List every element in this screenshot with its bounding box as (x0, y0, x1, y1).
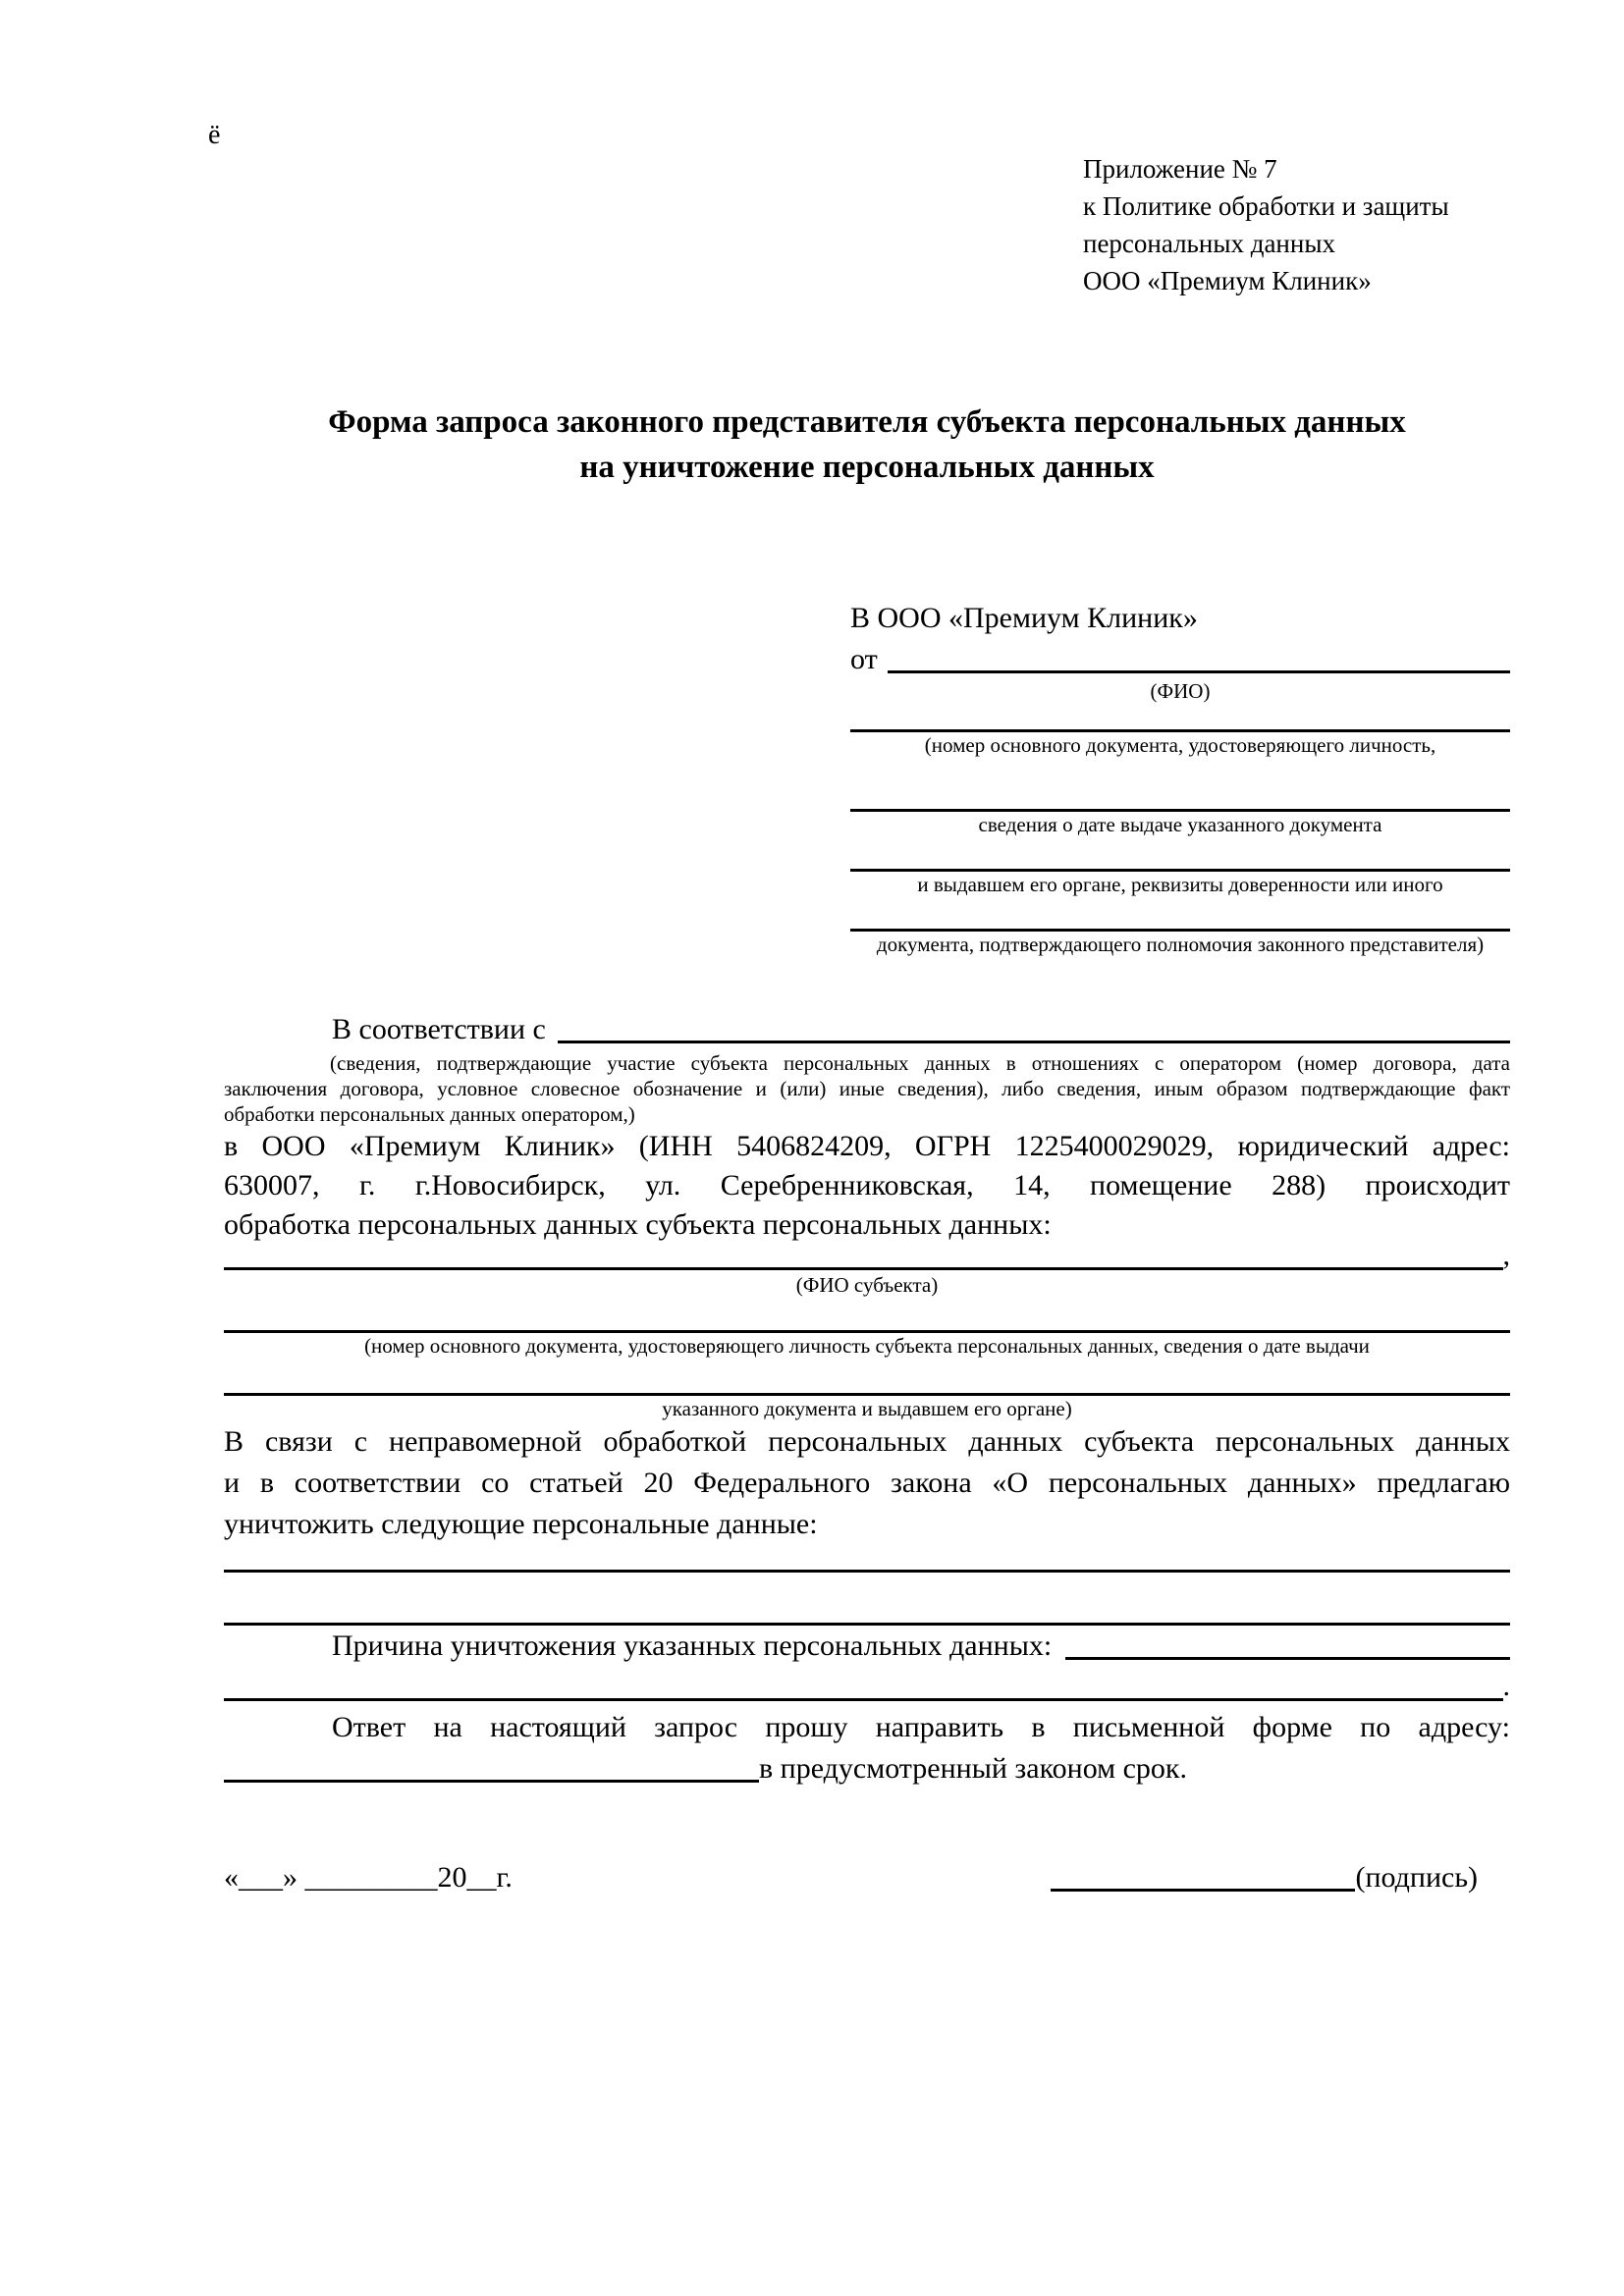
subject-fio-caption: (ФИО субъекта) (795, 1273, 939, 1297)
signature-caption: (подпись) (1355, 1861, 1478, 1894)
doc-authority-blank-line (850, 897, 1510, 932)
date-signature-row (224, 1857, 1510, 1898)
paragraph-line: и в соответствии со статьей 20 Федерального закона «О персональных данных» предлагаю (224, 1467, 1510, 1499)
doc-caption: (номер основного документа, удостоверяющего личность, (924, 733, 1436, 757)
data-list-blank-line (224, 1545, 1510, 1573)
addressee-org: В ООО «Премиум Клиник» (850, 602, 1198, 634)
appendix-line: к Политике обработки и защиты (1083, 191, 1449, 221)
addressee-block (850, 598, 1510, 957)
doc-caption: документа, подтверждающего полномочия законного представителя) (876, 933, 1485, 956)
subject-doc-caption: указанного документа и выдавшем его органе) (662, 1397, 1072, 1420)
from-row (850, 639, 1510, 680)
from-label: от (850, 643, 878, 675)
reply-address-row (224, 1748, 1510, 1789)
doc-number-blank-line (850, 704, 1510, 732)
data-list-blank-line (224, 1573, 1510, 1626)
paragraph-line: в ООО «Премиум Клиник» (ИНН 5406824209, ОГРН 1225400029029, юридический адрес: (224, 1130, 1510, 1162)
stray-corner-char: ё (208, 120, 221, 150)
reason-continuation-row (224, 1669, 1510, 1701)
request-paragraph (224, 1421, 1510, 1545)
reason-blank-line (1065, 1657, 1510, 1660)
paragraph-line: 630007, г. г.Новосибирск, ул. Серебренниковская, 14, помещение 288) происходит (224, 1169, 1510, 1201)
reason-blank-line-2 (224, 1666, 1503, 1701)
page-content (224, 0, 1510, 1898)
appendix-line: персональных данных (1083, 229, 1335, 258)
reason-row (332, 1626, 1510, 1667)
signature-group (1051, 1857, 1478, 1898)
paragraph-line: уничтожить следующие персональные данные: (224, 1508, 818, 1540)
caption-line: обработки персональных данных оператором,) (224, 1102, 635, 1126)
doc-date-blank-line (850, 758, 1510, 812)
according-label: В соответствии с (332, 1013, 546, 1045)
signature-blank-line (1051, 1889, 1355, 1892)
caption-line: заключения договора, условное словесное обозначение и (или) иные сведения), либо сведения, иным образом подтверждающие факт (224, 1077, 1510, 1100)
document-title (224, 400, 1510, 490)
appendix-line: Приложение № 7 (1083, 154, 1277, 184)
appendix-line: ООО «Премиум Клиник» (1083, 266, 1372, 295)
doc-issuer-blank-line (850, 837, 1510, 872)
title-line: на уничтожение персональных данных (579, 450, 1155, 485)
title-line: Форма запроса законного представителя субъекта персональных данных (328, 404, 1406, 440)
reply-paragraph: Ответ на настоящий запрос прошу направить в письменной форме по адресу: (332, 1711, 1510, 1743)
address-blank-line (224, 1780, 759, 1783)
subject-doc-blank-line (224, 1298, 1510, 1333)
paragraph-line: обработка персональных данных субъекта персональных данных: (224, 1208, 1052, 1241)
doc-caption: и выдавшем его органе, реквизиты доверенности или иного (917, 873, 1443, 896)
date-line: «___» _________20__г. (224, 1861, 513, 1894)
caption-line: (сведения, подтверждающие участие субъекта персональных данных в отношениях с оператором (номер договора, дата (330, 1051, 1510, 1075)
appendix-note (1083, 150, 1510, 299)
subject-issuer-blank-line (224, 1359, 1510, 1396)
according-caption-paragraph (224, 1050, 1510, 1127)
trailing-comma: , (1502, 1239, 1510, 1271)
reason-label: Причина уничтожения указанных персональных данных: (332, 1629, 1053, 1662)
subject-fio-blank-line (224, 1242, 1503, 1270)
according-row (332, 1009, 1510, 1050)
subject-doc-caption: (номер основного документа, удостоверяющего личность субъекта персональных данных, сведения о дате выдачи (364, 1334, 1370, 1358)
reply-tail-text: в предусмотренный законом срок. (759, 1752, 1187, 1785)
subject-fio-row (224, 1239, 1510, 1271)
operator-paragraph (224, 1127, 1510, 1245)
fio-blank-line (888, 670, 1510, 673)
trailing-period: . (1502, 1670, 1510, 1702)
fio-caption: (ФИО) (1150, 679, 1211, 703)
according-blank-line (558, 1041, 1510, 1043)
paragraph-line: В связи с неправомерной обработкой персональных данных субъекта персональных данных (224, 1425, 1510, 1458)
doc-caption: сведения о дате выдаче указанного документа (978, 813, 1382, 836)
